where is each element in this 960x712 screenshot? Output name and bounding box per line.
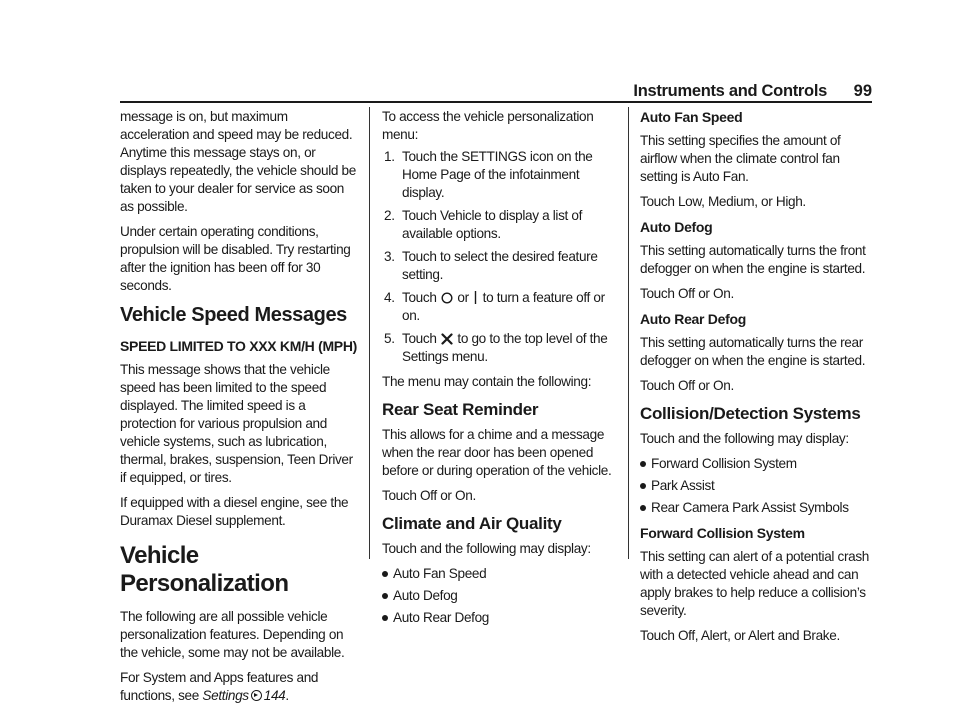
paragraph: Touch and the following may display: (382, 541, 591, 556)
heading-speed-limited: SPEED LIMITED TO XXX KM/H (MPH) (120, 338, 358, 354)
heading-collision-detection: Collision/Detection Systems (640, 404, 861, 423)
paragraph: message is on, but maximum acceleration and speed may be reduced. Anytime this message stays on, or displays repeatedly, the vehicle should be taken to your dealer for service as soon as possible. (120, 109, 356, 214)
column-2 (382, 108, 620, 634)
list-item-text: Auto Rear Defog (393, 610, 490, 625)
cross-reference-icon (251, 690, 262, 701)
step-text: Touch (402, 290, 437, 305)
step-text: to turn a feature off or on. (402, 290, 605, 323)
paragraph: Touch Off, Alert, or Alert and Brake. (640, 628, 840, 643)
list-item-text: Park Assist (651, 478, 715, 493)
text: For System and Apps features and functions, see (120, 670, 319, 703)
close-icon (441, 333, 453, 345)
step-number: 3. (384, 249, 395, 264)
list-item (382, 148, 620, 202)
list-item (382, 330, 620, 366)
step-text: Touch to select the desired feature setting. (402, 249, 598, 282)
step-number: 2. (384, 208, 395, 223)
list-item (382, 207, 620, 243)
step-number: 5. (384, 331, 395, 346)
bullet-icon (382, 571, 388, 577)
heading-auto-defog: Auto Defog (640, 219, 713, 235)
step-number: 4. (384, 290, 395, 305)
column-divider (369, 107, 370, 559)
text: . (285, 688, 289, 703)
list-item-text: Auto Defog (393, 588, 458, 603)
list-item (382, 609, 620, 627)
paragraph: The menu may contain the following: (382, 374, 592, 389)
list-item (382, 587, 620, 605)
heading-auto-rear-defog: Auto Rear Defog (640, 311, 746, 327)
list-item (382, 565, 620, 583)
paragraph: This setting can alert of a potential crash with a detected vehicle ahead and can apply brakes to help reduce a collision’s severity. (640, 549, 870, 618)
column-1 (120, 108, 358, 712)
paragraph (120, 669, 358, 705)
collision-list (640, 455, 878, 517)
section-title: Instruments and Controls (633, 82, 827, 100)
step-number: 1. (384, 149, 395, 164)
circle-icon (441, 292, 453, 304)
list-item-text: Rear Camera Park Assist Symbols (651, 500, 849, 515)
column-3 (640, 108, 878, 652)
bullet-icon (640, 483, 646, 489)
list-item (640, 477, 878, 495)
heading-rear-seat-reminder: Rear Seat Reminder (382, 400, 539, 419)
step-text: or (457, 290, 469, 305)
paragraph: This allows for a chime and a message when the rear door has been opened before or during operation of the vehicle. (382, 427, 612, 478)
step-text: Touch Vehicle to display a list of available options. (402, 208, 583, 241)
steps-list (382, 148, 620, 366)
paragraph: To access the vehicle personalization menu: (382, 109, 594, 142)
list-item (382, 289, 620, 325)
bullet-icon (640, 461, 646, 467)
paragraph: This setting automatically turns the front defogger on when the engine is started. (640, 243, 866, 276)
paragraph: Touch Off or On. (640, 286, 734, 301)
settings-link[interactable]: Settings (202, 688, 249, 703)
paragraph: The following are all possible vehicle personalization features. Depending on the vehicle, some may not be available. (120, 609, 345, 660)
bar-icon (473, 291, 478, 304)
list-item (382, 248, 620, 284)
list-item-text: Auto Fan Speed (393, 566, 487, 581)
paragraph: This setting specifies the amount of airflow when the climate control fan setting is Auto Fan. (640, 133, 841, 184)
heading-auto-fan-speed: Auto Fan Speed (640, 109, 743, 125)
heading-vehicle-personalization: Vehicle Personalization (120, 542, 289, 597)
bullet-icon (382, 615, 388, 621)
heading-forward-collision-system: Forward Collision System (640, 525, 805, 541)
column-divider (628, 107, 629, 559)
list-item (640, 455, 878, 473)
paragraph: Touch and the following may display: (640, 431, 849, 446)
paragraph: Touch Off or On. (640, 378, 734, 393)
step-text: to go to the top level of the Settings menu. (402, 331, 608, 364)
paragraph: Touch Off or On. (382, 488, 476, 503)
header-rule (120, 101, 872, 103)
climate-list (382, 565, 620, 627)
heading-vehicle-speed-messages: Vehicle Speed Messages (120, 304, 347, 326)
page-reference[interactable]: 144 (263, 688, 286, 703)
step-text: Touch (402, 331, 437, 346)
bullet-icon (640, 505, 646, 511)
paragraph: If equipped with a diesel engine, see the Duramax Diesel supplement. (120, 495, 349, 528)
paragraph: This setting automatically turns the rear defogger on when the engine is started. (640, 335, 866, 368)
paragraph: Under certain operating conditions, propulsion will be disabled. Try restarting after the ignition has been off for 30 seconds. (120, 224, 351, 293)
step-text: Touch the SETTINGS icon on the Home Page of the infotainment display. (402, 149, 593, 200)
paragraph: Touch Low, Medium, or High. (640, 194, 806, 209)
list-item (640, 499, 878, 517)
bullet-icon (382, 593, 388, 599)
page-number: 99 (853, 82, 872, 100)
heading-climate-air-quality: Climate and Air Quality (382, 514, 562, 533)
paragraph: This message shows that the vehicle speed has been limited to the speed displayed. The limited speed is a protection for various propulsion and vehicle systems, such as lubrication, thermal, brakes, suspension, Teen Driver if equipped, or tires. (120, 362, 353, 485)
list-item-text: Forward Collision System (651, 456, 797, 471)
